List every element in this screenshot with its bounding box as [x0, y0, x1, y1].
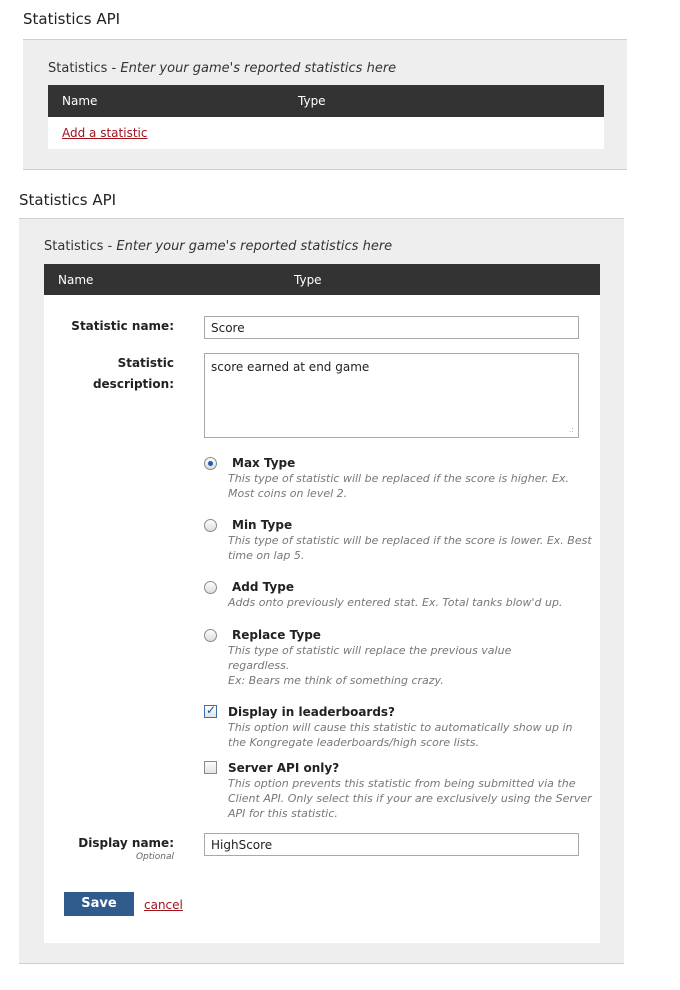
- caption-prefix: Statistics -: [44, 239, 117, 254]
- replace-type-desc-line1: This type of statistic will replace the previous value regardless.: [228, 644, 512, 672]
- display-name-label: [44, 835, 174, 863]
- section-title-top: Statistics API: [23, 10, 121, 28]
- description-value: score earned at end game: [211, 360, 370, 374]
- option-max-type[interactable]: [204, 455, 594, 501]
- radio-min-type[interactable]: [204, 519, 217, 532]
- table-header-bottom: [44, 264, 600, 295]
- leaderboards-title: Display in leaderboards?: [228, 705, 396, 719]
- statistic-description-label: [44, 353, 174, 395]
- option-min-type[interactable]: [204, 517, 594, 563]
- panel-caption-top: [48, 61, 396, 76]
- radio-add-type[interactable]: [204, 581, 217, 594]
- section-title-bottom: Statistics API: [19, 191, 117, 209]
- description-label-line2: description:: [92, 377, 174, 391]
- statistic-description-textarea[interactable]: [204, 353, 579, 438]
- add-statistic-link[interactable]: Add a statistic: [62, 126, 148, 140]
- option-display-in-leaderboards[interactable]: [204, 704, 594, 750]
- min-type-description: This type of statistic will be replaced if the score is lower. Ex. Best time on lap 5.: [228, 534, 592, 562]
- replace-type-desc-line2: Ex: Bears me think of something crazy.: [228, 674, 444, 687]
- column-header-name: Name: [58, 272, 94, 287]
- replace-type-description: [228, 643, 528, 688]
- statistic-name-label: Statistic name:: [71, 319, 174, 333]
- radio-max-type[interactable]: [204, 457, 217, 470]
- checkbox-display-in-leaderboards[interactable]: [204, 705, 217, 718]
- caption-prefix: Statistics -: [48, 61, 121, 76]
- statistic-form: [44, 295, 600, 943]
- server-api-title: Server API only?: [228, 761, 340, 775]
- panel-caption-bottom: [44, 239, 392, 254]
- option-add-type[interactable]: [204, 579, 594, 611]
- leaderboards-description: This option will cause this statistic to automatically show up in the Kongregate leaderboards/high score lists.: [228, 721, 573, 749]
- column-header-name: Name: [62, 94, 98, 108]
- min-type-title: Min Type: [232, 518, 293, 532]
- radio-replace-type[interactable]: [204, 629, 217, 642]
- replace-type-title: Replace Type: [232, 628, 321, 642]
- table-header-top: [48, 85, 604, 117]
- description-label-line1: Statistic: [117, 356, 174, 370]
- cancel-link[interactable]: cancel: [144, 898, 183, 912]
- caption-italic: Enter your game's reported statistics here: [120, 61, 397, 76]
- table-body-top: [48, 117, 604, 149]
- display-name-optional-note: Optional: [135, 852, 174, 862]
- caption-italic: Enter your game's reported statistics here: [116, 239, 393, 254]
- max-type-title: Max Type: [232, 456, 296, 470]
- display-name-label-text: Display name:: [78, 836, 174, 850]
- option-replace-type[interactable]: [204, 627, 594, 689]
- option-server-api-only[interactable]: [204, 760, 594, 820]
- checkbox-server-api-only[interactable]: [204, 761, 217, 774]
- add-type-title: Add Type: [232, 580, 294, 594]
- column-header-type: Type: [294, 272, 322, 287]
- max-type-description: This type of statistic will be replaced if the score is higher. Ex. Most coins on level 2.: [228, 472, 569, 500]
- server-api-description: This option prevents this statistic from being submitted via the Client API. Only select this if your are exclusively using the Server API for this statistic.: [228, 777, 592, 820]
- display-name-input[interactable]: HighScore: [204, 833, 579, 856]
- column-header-type: Type: [298, 94, 326, 108]
- save-button[interactable]: Save: [64, 892, 134, 916]
- add-type-description: Adds onto previously entered stat. Ex. Total tanks blow'd up.: [228, 596, 563, 609]
- resize-grip-icon[interactable]: .:: [568, 425, 574, 434]
- statistic-name-input[interactable]: Score: [204, 316, 579, 339]
